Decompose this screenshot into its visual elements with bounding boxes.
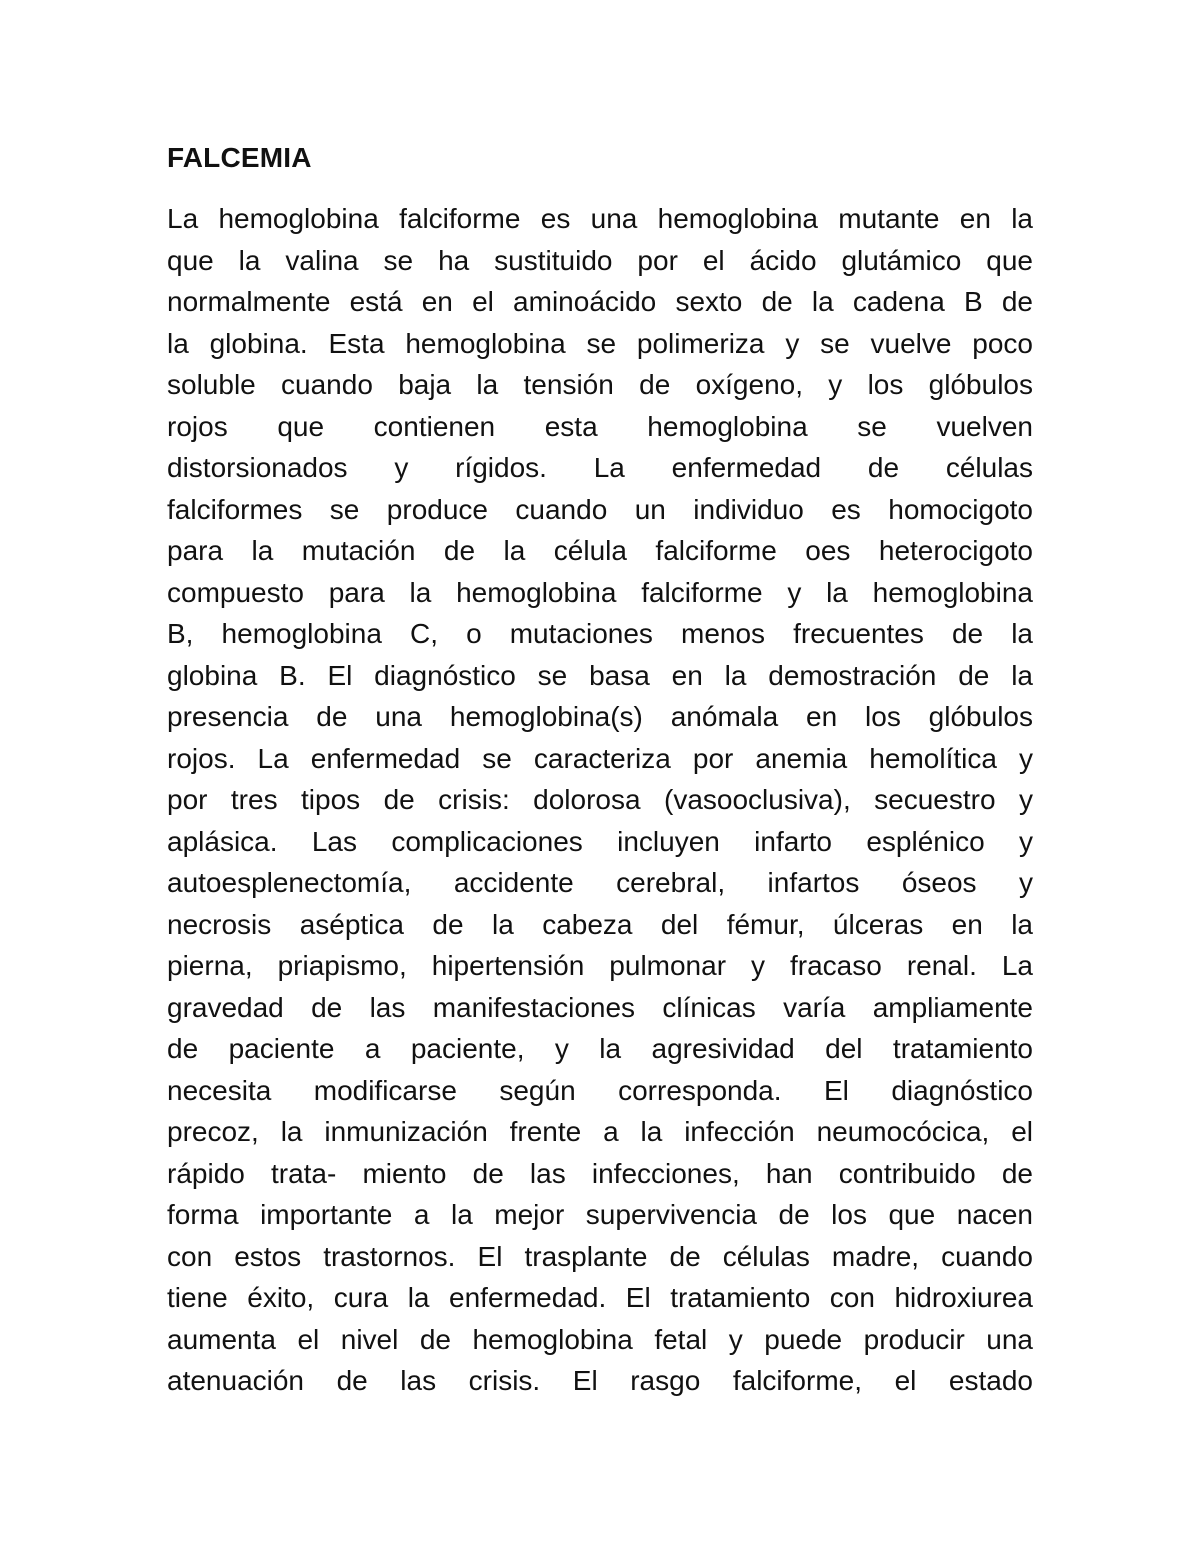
text-line: aumenta el nivel de hemoglobina fetal y puede producir una (167, 1323, 1033, 1355)
text-line: la globina. Esta hemoglobina se polimeriza y se vuelve poco (167, 327, 1033, 359)
text-line: que la valina se ha sustituido por el ácido glutámico que (167, 244, 1033, 276)
text-line: forma importante a la mejor supervivencia de los que nacen (167, 1199, 1033, 1230)
text-line: compuesto para la hemoglobina falciforme y la hemoglobina (167, 576, 1033, 608)
text-line: tiene éxito, cura la enfermedad. El tratamiento con hidroxiurea (167, 1282, 1033, 1313)
text-line: rojos que contienen esta hemoglobina se vuelven (167, 410, 1033, 442)
text-line: normalmente está en el aminoácido sexto de la cadena B de (167, 286, 1033, 317)
text-line: precoz, la inmunización frente a la infección neumocócica, el (167, 1116, 1033, 1147)
document-content (167, 138, 1033, 1402)
text-line: aplásica. Las complicaciones incluyen infarto esplénico y (167, 825, 1033, 857)
text-line: B, hemoglobina C, o mutaciones menos frecuentes de la (167, 618, 1033, 649)
text-line: soluble cuando baja la tensión de oxígeno, y los glóbulos (167, 369, 1033, 400)
text-line: gravedad de las manifestaciones clínicas varía ampliamente (167, 991, 1033, 1023)
text-line: falciformes se produce cuando un individuo es homocigoto (167, 493, 1033, 525)
text-line: por tres tipos de crisis: dolorosa (vasooclusiva), secuestro y (167, 784, 1033, 815)
text-line: globina B. El diagnóstico se basa en la demostración de la (167, 659, 1033, 691)
text-line: rápido trata- miento de las infecciones, han contribuido de (167, 1157, 1033, 1189)
text-line: rojos. La enfermedad se caracteriza por anemia hemolítica y (167, 742, 1033, 774)
text-line: necrosis aséptica de la cabeza del fémur, úlceras en la (167, 908, 1033, 940)
text-line: necesita modificarse según corresponda. El diagnóstico (167, 1074, 1033, 1106)
text-line: distorsionados y rígidos. La enfermedad de células (167, 452, 1033, 483)
text-line: de paciente a paciente, y la agresividad del tratamiento (167, 1033, 1033, 1064)
text-line: autoesplenectomía, accidente cerebral, infartos óseos y (167, 867, 1033, 898)
text-line: pierna, priapismo, hipertensión pulmonar y fracaso renal. La (167, 950, 1033, 981)
document-body (167, 198, 1033, 1402)
text-line: con estos trastornos. El trasplante de células madre, cuando (167, 1240, 1033, 1272)
text-line: presencia de una hemoglobina(s) anómala en los glóbulos (167, 701, 1033, 732)
text-line: atenuación de las crisis. El rasgo falciforme, el estado (167, 1365, 1033, 1396)
document-title: FALCEMIA (167, 142, 312, 173)
text-line: para la mutación de la célula falciforme oes heterocigoto (167, 535, 1033, 566)
text-line: La hemoglobina falciforme es una hemoglobina mutante en la (167, 203, 1033, 234)
